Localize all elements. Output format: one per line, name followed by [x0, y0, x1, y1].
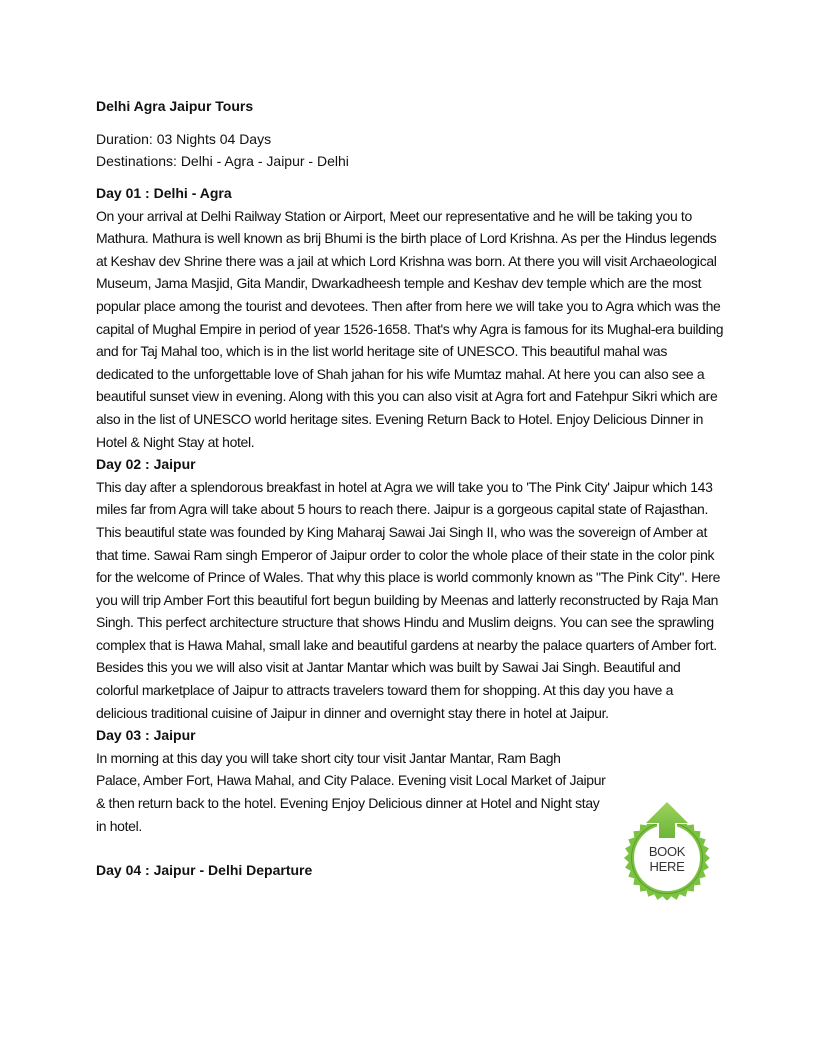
day-03-text: In morning at this day you will take short city tour visit Jantar Mantar, Ram Bagh Palace, Amber Fort, Hawa Mahal, and City Palace. Evening visit Local Market of Jaipur & then return back to the hotel. Evening Enjoy Delicious dinner at Hotel and Night stay in hotel. — [96, 749, 606, 834]
day-01-text: On your arrival at Delhi Railway Station or Airport, Meet our representative and he will be taking you to Mathura. Mathura is well known as brij Bhumi is the birth place of Lord Krishna. As per the Hindus legends at Keshav dev Shrine there was a jail at which Lord Krishna was born. At there you will visit Archaeological Museum, Jama Masjid, Gita Mandir, Dwarkadheesh temple and Keshav dev temple which are the most popular place among the tourist and devotees. Then after from here we will take you to Agra which was the capital of Mughal Empire in period of year 1526-1658. That's why Agra is famous for its Mughal-era building and for Taj Mahal too, which is in the list world heritage site of UNESCO. This beautiful mahal was dedicated to the unforgettable love of Shah jahan for his wife Mumtaz mahal. At here you can also see a beautiful sunset view in evening. Along with this you can also visit at Agra fort and Fatehpur Sikri which are also in the list of UNESCO world heritage sites. Evening Return Back to Hotel. Enjoy Delicious Dinner in Hotel & Night Stay at hotel. — [96, 207, 724, 450]
day-04-heading: Day 04 : Jaipur - Delhi Departure — [96, 862, 313, 879]
duration-text: Duration: 03 Nights 04 Days — [96, 131, 272, 147]
day-01-heading: Day 01 : Delhi - Agra — [96, 185, 232, 201]
book-label-line2: HERE — [649, 859, 685, 874]
day-02-heading: Day 02 : Jaipur — [96, 456, 196, 473]
day-02-text: This day after a splendorous breakfast in hotel at Agra we will take you to 'The Pink City' Jaipur which 143 miles far from Agra will take about 5 hours to reach there. Jaipur is a gorgeous capital state of Rajasthan. This beautiful state was founded by King Maharaj Sawai Jai Singh II, who was the sovereign of Amber at that time. Sawai Ram singh Emperor of Jaipur order to color the whole place of their state in the color pink for the welcome of Prince of Wales. That why this place is world commonly known as "The Pink City". Here you will trip Amber Fort this beautiful fort begun building by Meenas and latterly reconstructed by Raja Man Singh. This perfect architecture structure that shows Hindu and Muslim deigns. You can see the sprawling complex that is Hawa Mahal, small lake and beautiful gardens at nearby the palace quarters of Amber fort. Besides this you we will also visit at Jantar Mantar which was built by Sawai Jai Singh. Beautiful and colorful marketplace of Jaipur to attracts travelers toward them for shopping. At this day you have a delicious traditional cuisine of Jaipur in dinner and overnight stay there in hotel at Jaipur. — [96, 478, 721, 721]
book-here-button[interactable] — [622, 796, 712, 900]
destinations-text: Destinations: Delhi - Agra - Jaipur - Delhi — [96, 153, 349, 169]
day-01-section — [96, 182, 726, 453]
day-02-section — [96, 453, 726, 724]
document-title: Delhi Agra Jaipur Tours — [96, 98, 254, 114]
day-03-heading: Day 03 : Jaipur — [96, 727, 196, 744]
tour-meta — [96, 128, 726, 172]
document-page — [96, 96, 726, 882]
book-label-line1: BOOK — [648, 844, 686, 859]
